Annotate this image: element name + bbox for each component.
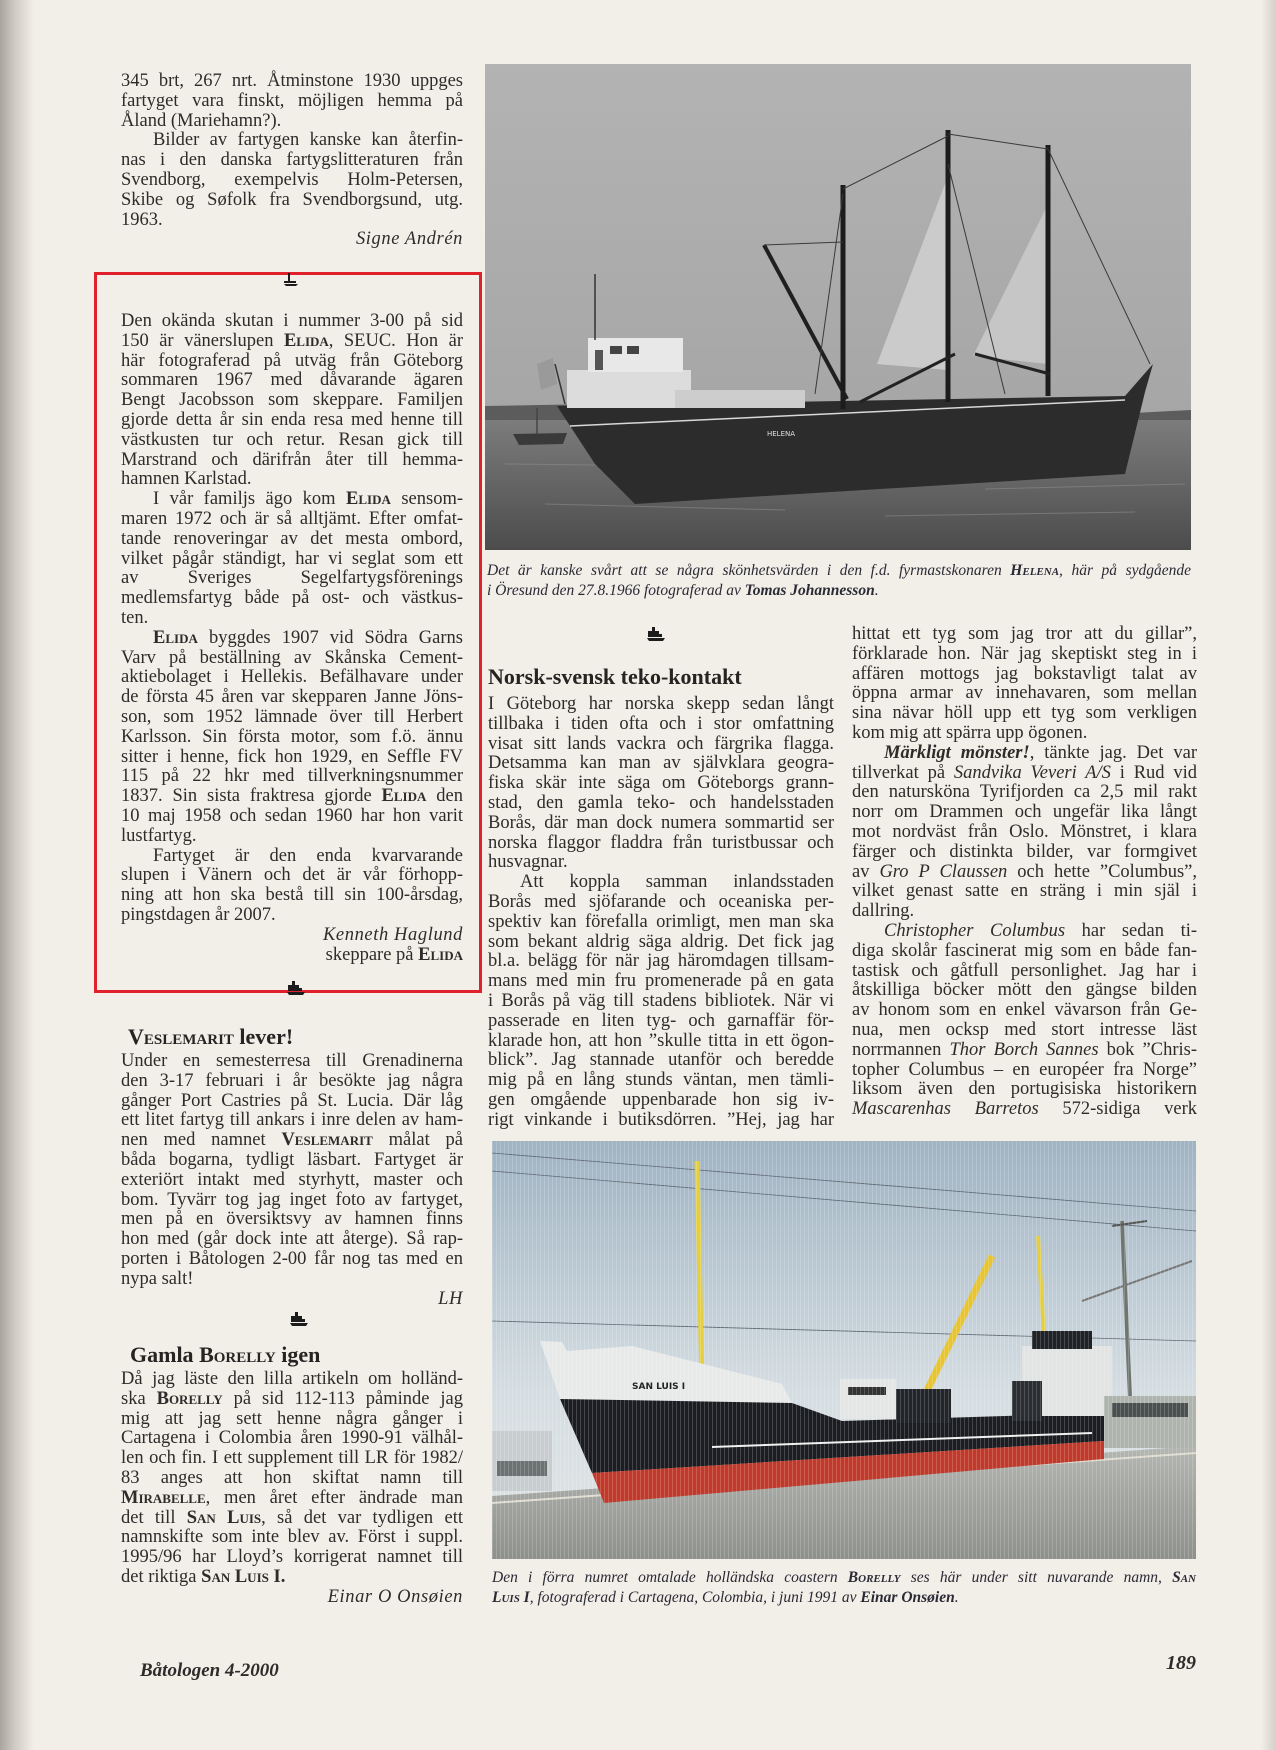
text-line bbox=[121, 1509, 463, 1529]
author-signature: Signe Andrén bbox=[355, 229, 463, 250]
text-line: 1963. bbox=[121, 209, 163, 230]
text-line: Borås med sjöfarande och oceaniska per- bbox=[488, 891, 834, 912]
hull-lettering: SAN LUIS I bbox=[632, 1382, 686, 1392]
text-line bbox=[492, 1568, 1196, 1588]
text-run: ses här under sitt nuvarande namn, bbox=[900, 1569, 1173, 1586]
ship-name: Mirabelle bbox=[121, 1487, 206, 1508]
text-line: gånger Port Castries på St. Lucia. Där låg bbox=[121, 1090, 463, 1111]
ship-name: Borelly bbox=[199, 1342, 276, 1367]
text-line: som bekant aldrig säga aldrig. Det fick jag bbox=[488, 931, 834, 952]
author-signature: Einar O Onsøien bbox=[327, 1586, 463, 1607]
text-line: len och fin. I ett supplement till LR för 1982/ bbox=[121, 1448, 463, 1469]
text-line: diga skolår fascinerat mig som en både fan- bbox=[852, 940, 1197, 961]
text-line bbox=[852, 1041, 1197, 1061]
ship-name: Elida bbox=[346, 489, 391, 510]
text-line: av honom som en enkel vävarson från Ge- bbox=[852, 1000, 1197, 1021]
text-line: men på en översiktsvy av hamnen finns bbox=[121, 1209, 463, 1230]
text-line: Svendborg, exempelvis Holm-Petersen, bbox=[121, 169, 463, 190]
text-line: 115 på 22 hkr med tillverkningsnummer bbox=[121, 766, 463, 787]
italic-text: Thor Borch Sannes bbox=[949, 1039, 1099, 1060]
text-run: . bbox=[954, 1589, 959, 1606]
bold-name: Einar Onsøien bbox=[860, 1589, 955, 1606]
text-line: ten. bbox=[121, 607, 149, 628]
text-run: tillverkat på bbox=[852, 762, 954, 783]
small-boat bbox=[513, 433, 567, 445]
text-line bbox=[121, 1390, 463, 1410]
text-run: Gamla bbox=[130, 1342, 200, 1367]
text-line: Den okända skutan i nummer 3-00 på sid bbox=[121, 311, 463, 331]
text-line: ning att hon ska bestå till sin 100-årsdag, bbox=[121, 885, 463, 906]
italic-text: Sandvika Veveri A/S bbox=[953, 762, 1111, 783]
text-line: Att koppla samman inlandsstaden bbox=[520, 872, 834, 893]
text-line: mot nordväst från Oslo. Mönstret, i klara bbox=[852, 821, 1197, 842]
text-line: de första 45 åren var skepparen Janne Jöns- bbox=[121, 687, 463, 708]
text-line: affären mottogs jag bokstavligt talat av bbox=[852, 663, 1197, 684]
text-line bbox=[121, 1131, 463, 1151]
ship-name: San Luis I. bbox=[201, 1566, 286, 1587]
text-line: Fartyget är den enda kvarvarande bbox=[153, 845, 463, 866]
text-line: 1995/96 har Lloyd’s korrigerat namnet till bbox=[121, 1547, 463, 1568]
text-line: den 3-17 februari i år besökte jag några bbox=[121, 1070, 463, 1091]
text-run: norrmannen bbox=[852, 1039, 950, 1060]
ship-name: Borelly bbox=[847, 1569, 901, 1586]
italic-text: Gro P Claussen bbox=[879, 861, 1008, 882]
author-signature: Kenneth Haglund bbox=[322, 924, 463, 945]
text-line: sommaren 1967 med dåvarande ägaren bbox=[121, 370, 463, 391]
text-line: Borås, där man dock numera sommartid ser bbox=[488, 812, 834, 833]
text-run: , SEUC. Hon är bbox=[328, 330, 463, 351]
emphasis-text: Märkligt mönster! bbox=[884, 742, 1030, 763]
text-line: Åland (Mariehamn?). bbox=[121, 110, 282, 131]
text-run: den bbox=[426, 786, 463, 807]
ship-name: Elida bbox=[418, 944, 463, 965]
text-run: Det är kanske svårt att se några skönhetsvärden i den f.d. fyrmastskonaren bbox=[487, 562, 1011, 579]
text-line: vilket pågår ständigt, har vi seglat som ett bbox=[121, 548, 463, 569]
ship-ornament-icon bbox=[285, 980, 307, 996]
article-heading: Norsk-svensk teko-kontakt bbox=[488, 664, 742, 689]
text-line: Då jag läste den lilla artikeln om holländ- bbox=[121, 1369, 463, 1389]
text-line: lustfartyg. bbox=[121, 825, 197, 846]
text-line: nypa salt! bbox=[121, 1268, 194, 1289]
ship-name: Elida bbox=[381, 786, 427, 807]
text-run: lever! bbox=[233, 1024, 294, 1049]
text-line bbox=[121, 629, 463, 649]
text-line: hon med (går dock inte att återge). Så rap- bbox=[121, 1229, 463, 1250]
text-line: Bilder av fartygen kanske kan återfin- bbox=[153, 130, 463, 151]
photo-san-luis-coaster bbox=[492, 1141, 1196, 1559]
text-line: klarade hon, att hon ”skulle titta in ett ögon- bbox=[488, 1030, 834, 1051]
text-line: båda bogarna, tydligt läsbart. Fartyget är bbox=[121, 1149, 463, 1170]
text-line: Skibe og Søfolk fra Svendborgsund, utg. bbox=[121, 189, 463, 210]
text-line bbox=[852, 744, 1197, 764]
text-line bbox=[487, 581, 1191, 601]
text-line bbox=[121, 332, 463, 352]
ship-name: Elida bbox=[153, 627, 198, 648]
text-line: maren 1972 och är så alltjämt. Efter omfat- bbox=[121, 508, 463, 529]
text-line: norska flaggor fladdra från turistbussar och bbox=[488, 832, 834, 853]
text-line: sitter i henne, fick hon 1929, en Seffle FV bbox=[121, 746, 463, 767]
ship-name: Elida bbox=[283, 330, 329, 351]
text-run: byggdes 1907 vid Södra Garns bbox=[197, 627, 463, 648]
text-line bbox=[852, 922, 1197, 942]
text-line: gjorde detta år sin enda resa med henne till bbox=[121, 409, 463, 430]
text-line: vilket genast satte en sträng i min själ i bbox=[852, 881, 1197, 902]
text-run: , fotograferad i Cartagena, Colombia, i juni 1991 av bbox=[529, 1589, 861, 1606]
text-line: aktiebolaget i Hellekis. Befälhavare under bbox=[121, 667, 463, 688]
text-line: rigt vinkande i butiksdörren. ”Hej, jag har bbox=[488, 1109, 834, 1130]
footer-publication: Båtologen 4-2000 bbox=[140, 1660, 279, 1681]
text-run: ska bbox=[121, 1388, 157, 1409]
text-line: tastisk och gåtfull personlighet. Jag har i bbox=[852, 960, 1197, 981]
text-line: västkusten tur och retur. Resan gick till bbox=[121, 429, 463, 450]
article-column-2 bbox=[852, 625, 1197, 1120]
text-run: i Rud vid bbox=[1110, 762, 1197, 783]
text-line: mig att jag sett henne några gånger i bbox=[121, 1408, 463, 1429]
page-number: 189 bbox=[1166, 1652, 1196, 1674]
ship-name: Luis I bbox=[492, 1589, 530, 1606]
text-run: av bbox=[852, 861, 880, 882]
text-line: mig på en lång stunds väntan, men tämli- bbox=[488, 1070, 834, 1091]
italic-text: Mascarenhas Barretos bbox=[852, 1099, 1039, 1120]
text-line bbox=[487, 561, 1191, 581]
text-line bbox=[121, 490, 463, 510]
text-line: husvagnar. bbox=[488, 852, 568, 873]
text-line: Cartagena i Colombia åren 1990-91 välhål- bbox=[121, 1428, 463, 1449]
photo-caption-helena bbox=[487, 561, 1191, 601]
text-line: slupen i Vänern och det är vår förhopp- bbox=[121, 865, 463, 886]
text-line: fartyget vara finskt, möjligen hemma på bbox=[121, 90, 463, 111]
text-line: åtskilliga böcker mött den gängse bilden bbox=[852, 980, 1197, 1001]
page-edge-shadow bbox=[1261, 0, 1275, 1750]
text-line: stad, den gamla teko- och handelsstaden bbox=[488, 792, 834, 813]
ship-name: San bbox=[1172, 1569, 1196, 1586]
text-line: bl.a. belägg för när jag häromdagen tillsam- bbox=[488, 951, 834, 972]
text-run: sensom- bbox=[390, 489, 464, 510]
text-line: 83 anges att hon skiftat namn till bbox=[121, 1467, 463, 1488]
text-run: , tänkte jag. Det var bbox=[1029, 742, 1197, 763]
text-line: namnskifte som inte blev av. Först i suppl. bbox=[121, 1527, 463, 1548]
text-line bbox=[852, 1100, 1197, 1120]
ship-name: San Luis bbox=[186, 1507, 262, 1528]
borelly-text bbox=[121, 1370, 463, 1608]
text-run: målat på bbox=[372, 1130, 463, 1151]
text-line: Karlsson. Sin första motor, som f.ö. ännu bbox=[121, 726, 463, 747]
text-line: pingstdagen år 2007. bbox=[121, 904, 276, 925]
text-line: liksom även den portugisiska historikern bbox=[852, 1079, 1197, 1100]
text-line: av Sveriges Segelfartygsförenings bbox=[121, 568, 463, 589]
photo-caption-san-luis bbox=[492, 1568, 1196, 1608]
hull-lettering: HELENA bbox=[767, 430, 796, 438]
text-line: i Borås på väg till stadens bibliotek. När vi bbox=[488, 990, 834, 1011]
text-line: 345 brt, 267 nrt. Åtminstone 1930 uppges bbox=[121, 71, 463, 91]
author-signature: LH bbox=[438, 1288, 463, 1309]
ship-ornament-icon bbox=[288, 1311, 310, 1327]
author-role bbox=[121, 946, 463, 966]
text-line: Detsamma kan man av självklara geogra- bbox=[488, 753, 834, 774]
text-run: det till bbox=[121, 1507, 187, 1528]
text-line: topher Columbus – en européer fra Norge” bbox=[852, 1059, 1197, 1080]
text-line: hittat ett tyg som jag tror att du gillar”, bbox=[852, 624, 1197, 644]
veslemarit-heading bbox=[128, 1024, 293, 1050]
text-line: kom mig att spärra upp ögonen. bbox=[852, 722, 1088, 743]
text-line bbox=[121, 1489, 463, 1509]
text-run: nen med namnet bbox=[121, 1130, 282, 1151]
ship-ornament-icon bbox=[645, 626, 667, 642]
text-run: , här på sydgående bbox=[1059, 562, 1191, 579]
text-run: I vår familjs ägo kom bbox=[153, 489, 347, 510]
text-line: I Göteborg har norska skepp sedan långt bbox=[488, 694, 834, 714]
photo-helena-schooner bbox=[485, 64, 1191, 550]
text-line: förklarade hon. När jag skeptiskt steg in i bbox=[852, 643, 1197, 664]
text-run: det riktiga bbox=[121, 1566, 202, 1587]
text-run: och hette ”Columbus”, bbox=[1007, 861, 1197, 882]
ship-name: Veslemarit bbox=[281, 1130, 373, 1151]
scan-texture bbox=[492, 1141, 1196, 1559]
page-gutter-shadow bbox=[0, 0, 34, 1750]
text-line: passerade en liten tyg- och garnaffär för- bbox=[488, 1010, 834, 1031]
ship-name: Veslemarit bbox=[128, 1024, 234, 1049]
text-run: bok ”Chris- bbox=[1098, 1039, 1197, 1060]
ship-name: Helena bbox=[1010, 562, 1060, 579]
italic-text: Christopher Columbus bbox=[884, 920, 1066, 941]
text-line: mans med min fru promenerade på en gata bbox=[488, 971, 834, 992]
ship-ornament-icon bbox=[280, 271, 302, 287]
article-column-1 bbox=[488, 695, 834, 1131]
text-run: 150 är vänerslupen bbox=[121, 330, 284, 351]
intro-text bbox=[121, 72, 463, 250]
text-line: den natursköna Tyrifjorden ca 2,5 mil rakt bbox=[852, 782, 1197, 803]
text-line: Varv på beställning av Skånska Cement- bbox=[121, 647, 463, 668]
text-line: 10 maj 1958 och sedan 1960 har hon varit bbox=[121, 805, 463, 826]
text-line bbox=[852, 764, 1197, 784]
text-run: i Öresund den 27.8.1966 fotograferad av bbox=[487, 582, 745, 599]
text-run: . bbox=[874, 582, 879, 599]
text-run: 572-sidiga verk bbox=[1038, 1099, 1197, 1120]
text-line: öppna armar av innehavaren, som mellan bbox=[852, 683, 1197, 704]
ship-name: Borelly bbox=[156, 1388, 223, 1409]
text-line: dallring. bbox=[852, 901, 915, 922]
text-line bbox=[121, 787, 463, 807]
text-line bbox=[852, 863, 1197, 883]
text-run: på sid 112-113 påminde jag bbox=[222, 1388, 463, 1409]
text-line: son, som 1952 lämnade över till Herbert bbox=[121, 706, 463, 727]
text-line: Under en semesterresa till Grenadinerna bbox=[121, 1051, 463, 1071]
text-line: gen omgående uppenbarade hon sig iv- bbox=[488, 1089, 834, 1110]
text-run: Den i förra numret omtalade holländska coastern bbox=[492, 1569, 848, 1586]
text-run: , men året efter ändrade man bbox=[205, 1487, 463, 1508]
text-line: här fotograferad på utväg från Göteborg bbox=[121, 350, 463, 371]
text-line: exteriört intakt med styrhytt, master och bbox=[121, 1169, 463, 1190]
text-line: fiska skär inte säga om Göteborgs grann- bbox=[488, 773, 834, 794]
text-line: färger och distinkta bilder, var formgivet bbox=[852, 841, 1197, 862]
text-line: nua, men ocksp med stort intresse läst bbox=[852, 1019, 1197, 1040]
text-line: hamnen Karlstad. bbox=[121, 469, 252, 490]
borelly-heading bbox=[130, 1342, 320, 1368]
elida-letter-text bbox=[121, 312, 463, 965]
text-run: , så det var tydligen ett bbox=[261, 1507, 463, 1528]
text-line: spektiv kan förefalla orimligt, men man ska bbox=[488, 911, 834, 932]
text-line: Bengt Jacobsson som skeppare. Familjen bbox=[121, 390, 463, 411]
text-line: blick”. Jag stannade utanför och beredde bbox=[488, 1050, 834, 1071]
text-line: tillbaka i tiden ofta och i stor omfattning bbox=[488, 713, 834, 734]
text-line: Marstrand och därifrån åter till hemma- bbox=[121, 449, 463, 470]
text-run: har sedan ti- bbox=[1065, 920, 1198, 941]
text-line: tande renoveringar av det mesta ombord, bbox=[121, 528, 463, 549]
text-run: 1837. Sin sista fraktresa gjorde bbox=[121, 786, 382, 807]
text-line: medlemsfartyg både på ost- och västkus- bbox=[121, 588, 463, 609]
text-run: skeppare på bbox=[325, 944, 419, 965]
text-line: bom. Tyvärr tog jag inget foto av fartyget, bbox=[121, 1189, 463, 1210]
text-line bbox=[121, 1568, 463, 1588]
text-line: ett litet fartyg till ankars i inre delen av ham- bbox=[121, 1110, 463, 1131]
text-line: sina nävar höll upp ett tyg som verkligen bbox=[852, 703, 1197, 724]
text-line: nas i den danska fartygslitteraturen från bbox=[121, 150, 463, 171]
text-run: igen bbox=[275, 1342, 321, 1367]
text-line: visat sitt lands vackra och färgrika flagga. bbox=[488, 733, 834, 754]
text-line: norr om Drammen och ungefär lika långt bbox=[852, 802, 1197, 823]
text-line: porten i Båtologen 2-00 får nog tas med en bbox=[121, 1248, 463, 1269]
text-line bbox=[492, 1588, 1196, 1608]
bold-name: Tomas Johannesson bbox=[744, 582, 875, 599]
veslemarit-text bbox=[121, 1052, 463, 1309]
